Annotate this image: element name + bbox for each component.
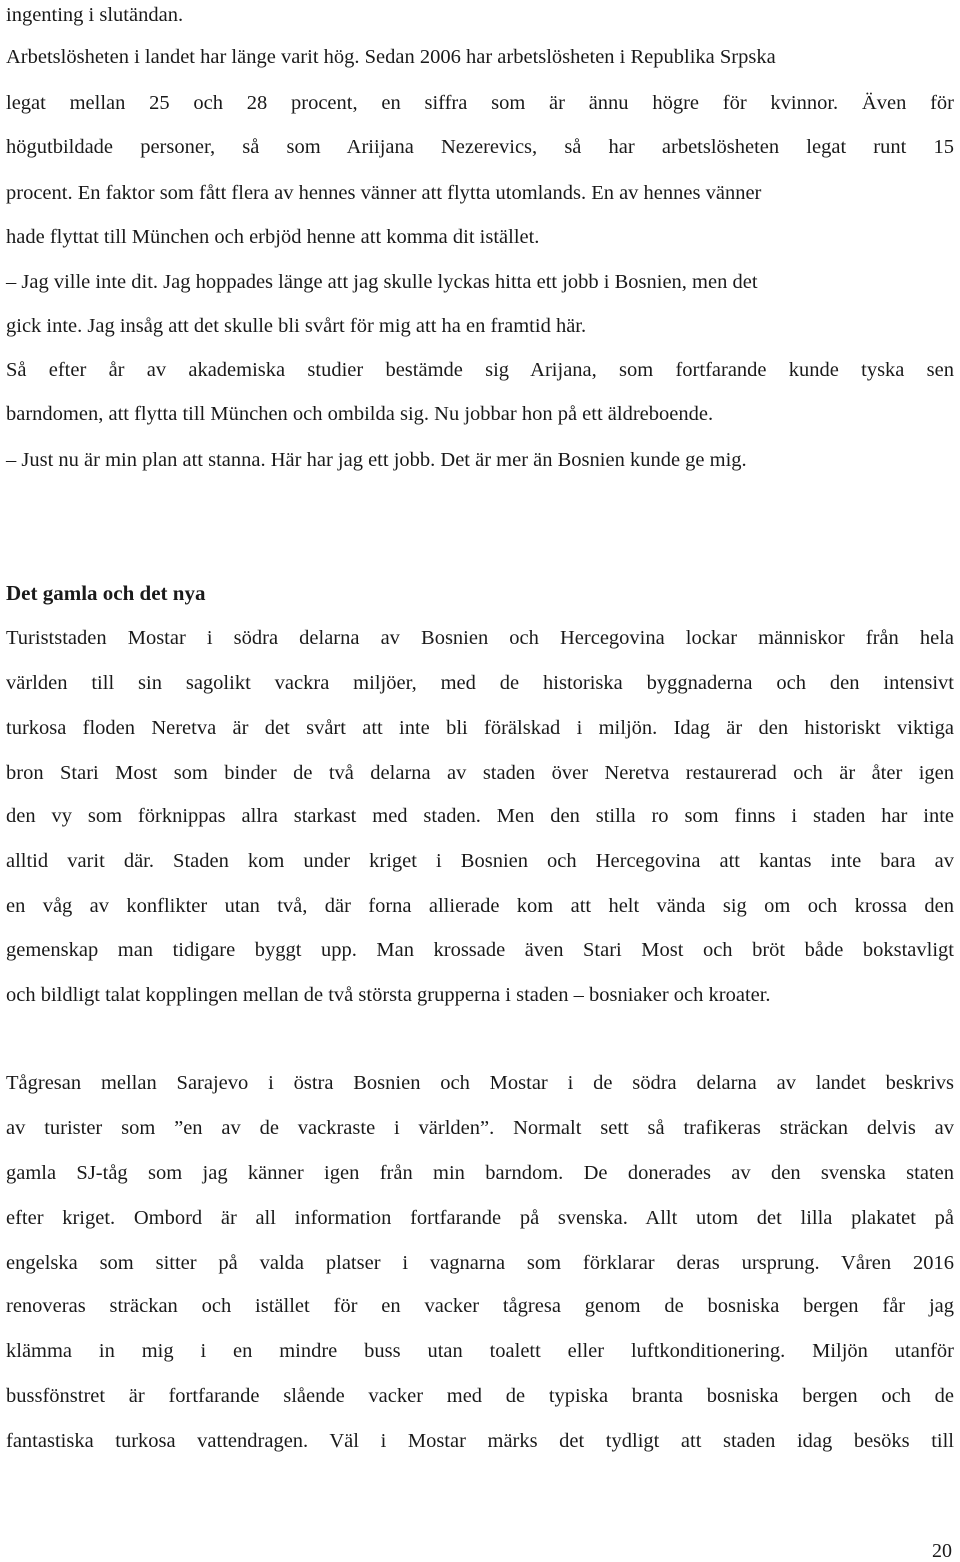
paragraph-line: gemenskap man tidigare byggt upp. Man krossade även Stari Most och bröt både bokstavligt	[6, 939, 954, 961]
paragraph-line: legat mellan 25 och 28 procent, en siffra som är ännu högre för kvinnor. Även för	[6, 92, 954, 114]
paragraph-line: – Jag ville inte dit. Jag hoppades länge att jag skulle lyckas hitta ett jobb i Bosnien, men det	[6, 271, 758, 293]
paragraph-line: en våg av konflikter utan två, där forna allierade kom att helt vända sig om och krossa den	[6, 895, 954, 917]
paragraph-line: alltid varit där. Staden kom under kriget i Bosnien och Hercegovina att kantas inte bara av	[6, 850, 954, 872]
paragraph-line: av turister som ”en av de vackraste i världen”. Normalt sett så trafikeras sträckan delvis av	[6, 1117, 954, 1139]
paragraph-line: barndomen, att flytta till München och ombilda sig. Nu jobbar hon på ett äldreboende.	[6, 403, 714, 425]
paragraph-line: världen till sin sagolikt vackra miljöer, med de historiska byggnaderna och den intensivt	[6, 672, 954, 694]
paragraph-line: bussfönstret är fortfarande slående vacker med de typiska branta bosniska bergen och de	[6, 1385, 954, 1407]
paragraph-line: högutbildade personer, så som Ariijana Nezerevics, så har arbetslösheten legat runt 15	[6, 136, 954, 158]
paragraph-line: gamla SJ-tåg som jag känner igen från min barndom. De donerades av den svenska staten	[6, 1162, 954, 1184]
paragraph-line: den vy som förknippas allra starkast med staden. Men den stilla ro som finns i staden har inte	[6, 805, 954, 827]
paragraph-line: renoveras sträckan och istället för en vacker tågresa genom de bosniska bergen får jag	[6, 1295, 954, 1317]
paragraph-line: Turiststaden Mostar i södra delarna av Bosnien och Hercegovina lockar människor från hela	[6, 627, 954, 649]
paragraph-line: gick inte. Jag insåg att det skulle bli svårt för mig att ha en framtid här.	[6, 315, 587, 337]
paragraph-line: Arbetslösheten i landet har länge varit hög. Sedan 2006 har arbetslösheten i Republika Srpska	[6, 46, 776, 68]
paragraph-line: bron Stari Most som binder de två delarna av staden över Neretva restaurerad och är åter igen	[6, 762, 954, 784]
paragraph-line: fantastiska turkosa vattendragen. Väl i Mostar märks det tydligt att staden idag besöks till	[6, 1430, 954, 1452]
paragraph-line: ingenting i slutändan.	[6, 4, 184, 26]
paragraph-line: klämma in mig i en mindre buss utan toalett eller luftkonditionering. Miljön utanför	[6, 1340, 954, 1362]
paragraph-line: och bildligt talat kopplingen mellan de två största grupperna i staden – bosniaker och kroater.	[6, 984, 771, 1006]
paragraph-line: engelska som sitter på valda platser i vagnarna som förklarar deras ursprung. Våren 2016	[6, 1252, 954, 1274]
section-heading: Det gamla och det nya	[6, 581, 206, 605]
paragraph-line: – Just nu är min plan att stanna. Här har jag ett jobb. Det är mer än Bosnien kunde ge mig.	[6, 449, 747, 471]
paragraph-line: turkosa floden Neretva är det svårt att inte bli förälskad i miljön. Idag är den historiskt viktiga	[6, 717, 954, 739]
paragraph-line: Så efter år av akademiska studier bestämde sig Arijana, som fortfarande kunde tyska sen	[6, 359, 954, 381]
paragraph-line: hade flyttat till München och erbjöd henne att komma dit istället.	[6, 226, 540, 248]
paragraph-line: procent. En faktor som fått flera av hennes vänner att flytta utomlands. En av hennes vänner	[6, 182, 762, 204]
paragraph-line: Tågresan mellan Sarajevo i östra Bosnien och Mostar i de södra delarna av landet beskrivs	[6, 1072, 954, 1094]
paragraph-line: efter kriget. Ombord är all information fortfarande på svenska. Allt utom det lilla plakatet på	[6, 1207, 954, 1229]
page-number: 20	[932, 1540, 952, 1562]
